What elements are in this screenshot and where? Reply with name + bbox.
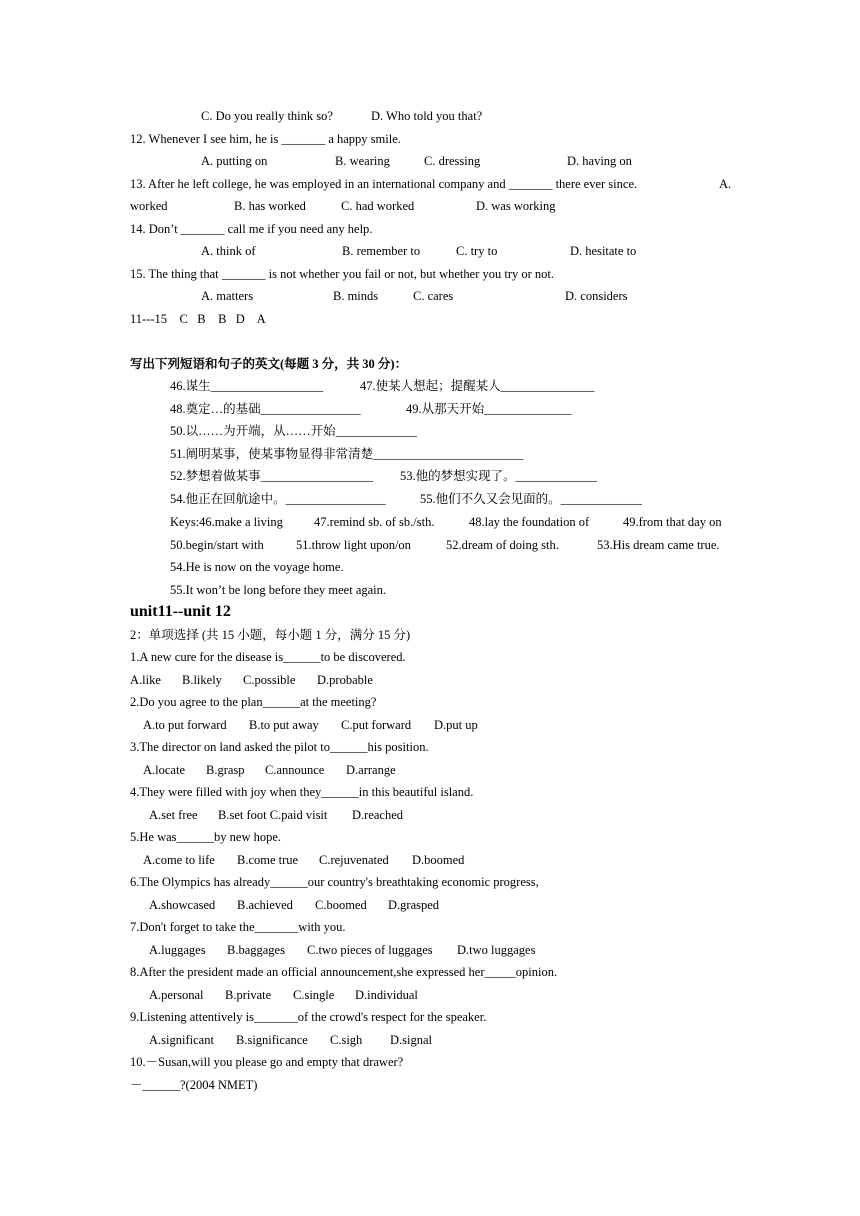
mcq2-stem: 2.Do you agree to the plan______at the meeting? — [130, 695, 377, 709]
mcq1-option-d: D.probable — [317, 673, 373, 687]
mcq10-stem: 10.－Susan,will you please go and empty that drawer? — [130, 1055, 404, 1069]
q12-option-a: A. putting on — [201, 154, 268, 168]
keys-49: 49.from that day on — [623, 515, 722, 529]
translation-q49: 49.从那天开始______________ — [406, 402, 572, 416]
mcq2-option-a: A.to put forward — [143, 718, 227, 732]
q10-option-c: C. Do you really think so? — [201, 109, 333, 123]
mcq2-option-d: D.put up — [434, 718, 478, 732]
mcq4-option-b: B.set foot C.paid visit — [218, 808, 328, 822]
mcq5-option-a: A.come to life — [143, 853, 215, 867]
q13-option-d: D. was working — [476, 199, 556, 213]
translation-q52: 52.梦想着做某事__________________ — [170, 469, 374, 483]
mcq2-option-c: C.put forward — [341, 718, 412, 732]
mcq7-option-d: D.two luggages — [457, 943, 536, 957]
q15-option-d: D. considers — [565, 289, 628, 303]
mcq1-option-a: A.like — [130, 673, 161, 687]
mcq3-option-a: A.locate — [143, 763, 185, 777]
mcq7-option-b: B.baggages — [227, 943, 285, 957]
keys-48: 48.lay the foundation of — [469, 515, 590, 529]
answer-key-11-15: 11---15 C B B D A — [130, 312, 266, 326]
unit-title: unit11--unit 12 — [130, 603, 231, 620]
q13-option-b: B. has worked — [234, 199, 306, 213]
q12-option-b: B. wearing — [335, 154, 390, 168]
translation-q48: 48.奠定…的基础________________ — [170, 402, 361, 416]
q14-option-a: A. think of — [201, 244, 256, 258]
mcq6-option-c: C.boomed — [315, 898, 367, 912]
keys-47: 47.remind sb. of sb./sth. — [314, 515, 435, 529]
q13-option-a-label: A. — [719, 177, 732, 191]
mcq6-option-b: B.achieved — [237, 898, 293, 912]
q13-option-a-text: worked — [130, 199, 168, 213]
mcq9-option-b: B.significance — [236, 1033, 308, 1047]
q12-option-d: D. having on — [567, 154, 632, 168]
translation-q53: 53.他的梦想实现了。_____________ — [400, 469, 597, 483]
translation-q54: 54.他正在回航途中。________________ — [170, 492, 386, 506]
mcq5-option-b: B.come true — [237, 853, 299, 867]
mcq8-option-d: D.individual — [355, 988, 418, 1002]
mcq5-option-d: D.boomed — [412, 853, 465, 867]
q15-option-b: B. minds — [333, 289, 379, 303]
q14-option-b: B. remember to — [342, 244, 421, 258]
mcq9-option-a: A.significant — [149, 1033, 214, 1047]
q12-stem: 12. Whenever I see him, he is _______ a happy smile. — [130, 132, 401, 146]
translation-q46: 46.谋生__________________ — [170, 379, 324, 393]
mcq7-option-c: C.two pieces of luggages — [307, 943, 433, 957]
mcq5-stem: 5.He was______by new hope. — [130, 830, 282, 844]
mcq3-option-d: D.arrange — [346, 763, 396, 777]
mcq10-reply: －______?(2004 NMET) — [130, 1078, 258, 1092]
mcq1-option-b: B.likely — [182, 673, 222, 687]
section2-heading: 2：单项选择 (共 15 小题，每小题 1 分，满分 15 分) — [130, 628, 411, 642]
mcq1-stem: 1.A new cure for the disease is______to be discovered. — [130, 650, 406, 664]
q12-option-c: C. dressing — [424, 154, 481, 168]
mcq4-option-d: D.reached — [352, 808, 404, 822]
mcq4-stem: 4.They were filled with joy when they______in this beautiful island. — [130, 785, 474, 799]
q10-option-d: D. Who told you that? — [371, 109, 483, 123]
translation-q55: 55.他们不久又会见面的。_____________ — [420, 492, 642, 506]
q13-option-c: C. had worked — [341, 199, 415, 213]
keys-54: 54.He is now on the voyage home. — [170, 560, 344, 574]
mcq5-option-c: C.rejuvenated — [319, 853, 389, 867]
mcq8-option-c: C.single — [293, 988, 335, 1002]
keys-51: 51.throw light upon/on — [296, 538, 411, 552]
mcq7-stem: 7.Don't forget to take the_______with you. — [130, 920, 346, 934]
q14-stem: 14. Don’t _______ call me if you need any help. — [130, 222, 373, 236]
mcq6-stem: 6.The Olympics has already______our country's breathtaking economic progress, — [130, 875, 539, 889]
mcq9-stem: 9.Listening attentively is_______of the crowd's respect for the speaker. — [130, 1010, 487, 1024]
mcq8-option-b: B.private — [225, 988, 272, 1002]
keys-53: 53.His dream came true. — [597, 538, 720, 552]
mcq2-option-b: B.to put away — [249, 718, 319, 732]
mcq1-option-c: C.possible — [243, 673, 296, 687]
q14-option-c: C. try to — [456, 244, 498, 258]
q13-stem: 13. After he left college, he was employed in an international company and _______ there ever since. — [130, 177, 638, 191]
mcq6-option-d: D.grasped — [388, 898, 440, 912]
mcq9-option-d: D.signal — [390, 1033, 433, 1047]
keys-55: 55.It won’t be long before they meet again. — [170, 583, 387, 597]
keys-46: Keys:46.make a living — [170, 515, 283, 529]
mcq3-stem: 3.The director on land asked the pilot to______his position. — [130, 740, 429, 754]
mcq4-option-a: A.set free — [149, 808, 198, 822]
mcq3-option-c: C.announce — [265, 763, 325, 777]
mcq3-option-b: B.grasp — [206, 763, 245, 777]
translation-q51: 51.阐明某事，使某事物显得非常清楚________________________ — [170, 447, 524, 461]
mcq7-option-a: A.luggages — [149, 943, 206, 957]
q14-option-d: D. hesitate to — [570, 244, 637, 258]
q15-stem: 15. The thing that _______ is not whether you fail or not, but whether you try or not. — [130, 267, 555, 281]
q15-option-a: A. matters — [201, 289, 254, 303]
q15-option-c: C. cares — [413, 289, 454, 303]
keys-50: 50.begin/start with — [170, 538, 264, 552]
mcq8-stem: 8.After the president made an official announcement,she expressed her_____opinion. — [130, 965, 558, 979]
mcq8-option-a: A.personal — [149, 988, 204, 1002]
mcq9-option-c: C.sigh — [330, 1033, 363, 1047]
mcq6-option-a: A.showcased — [149, 898, 216, 912]
keys-52: 52.dream of doing sth. — [446, 538, 559, 552]
translation-q47: 47.使某人想起；提醒某人_______________ — [360, 379, 595, 393]
translation-q50: 50.以……为开端，从……开始_____________ — [170, 424, 417, 438]
translation-heading: 写出下列短语和句子的英文(每题 3 分，共 30 分)： — [130, 357, 408, 371]
